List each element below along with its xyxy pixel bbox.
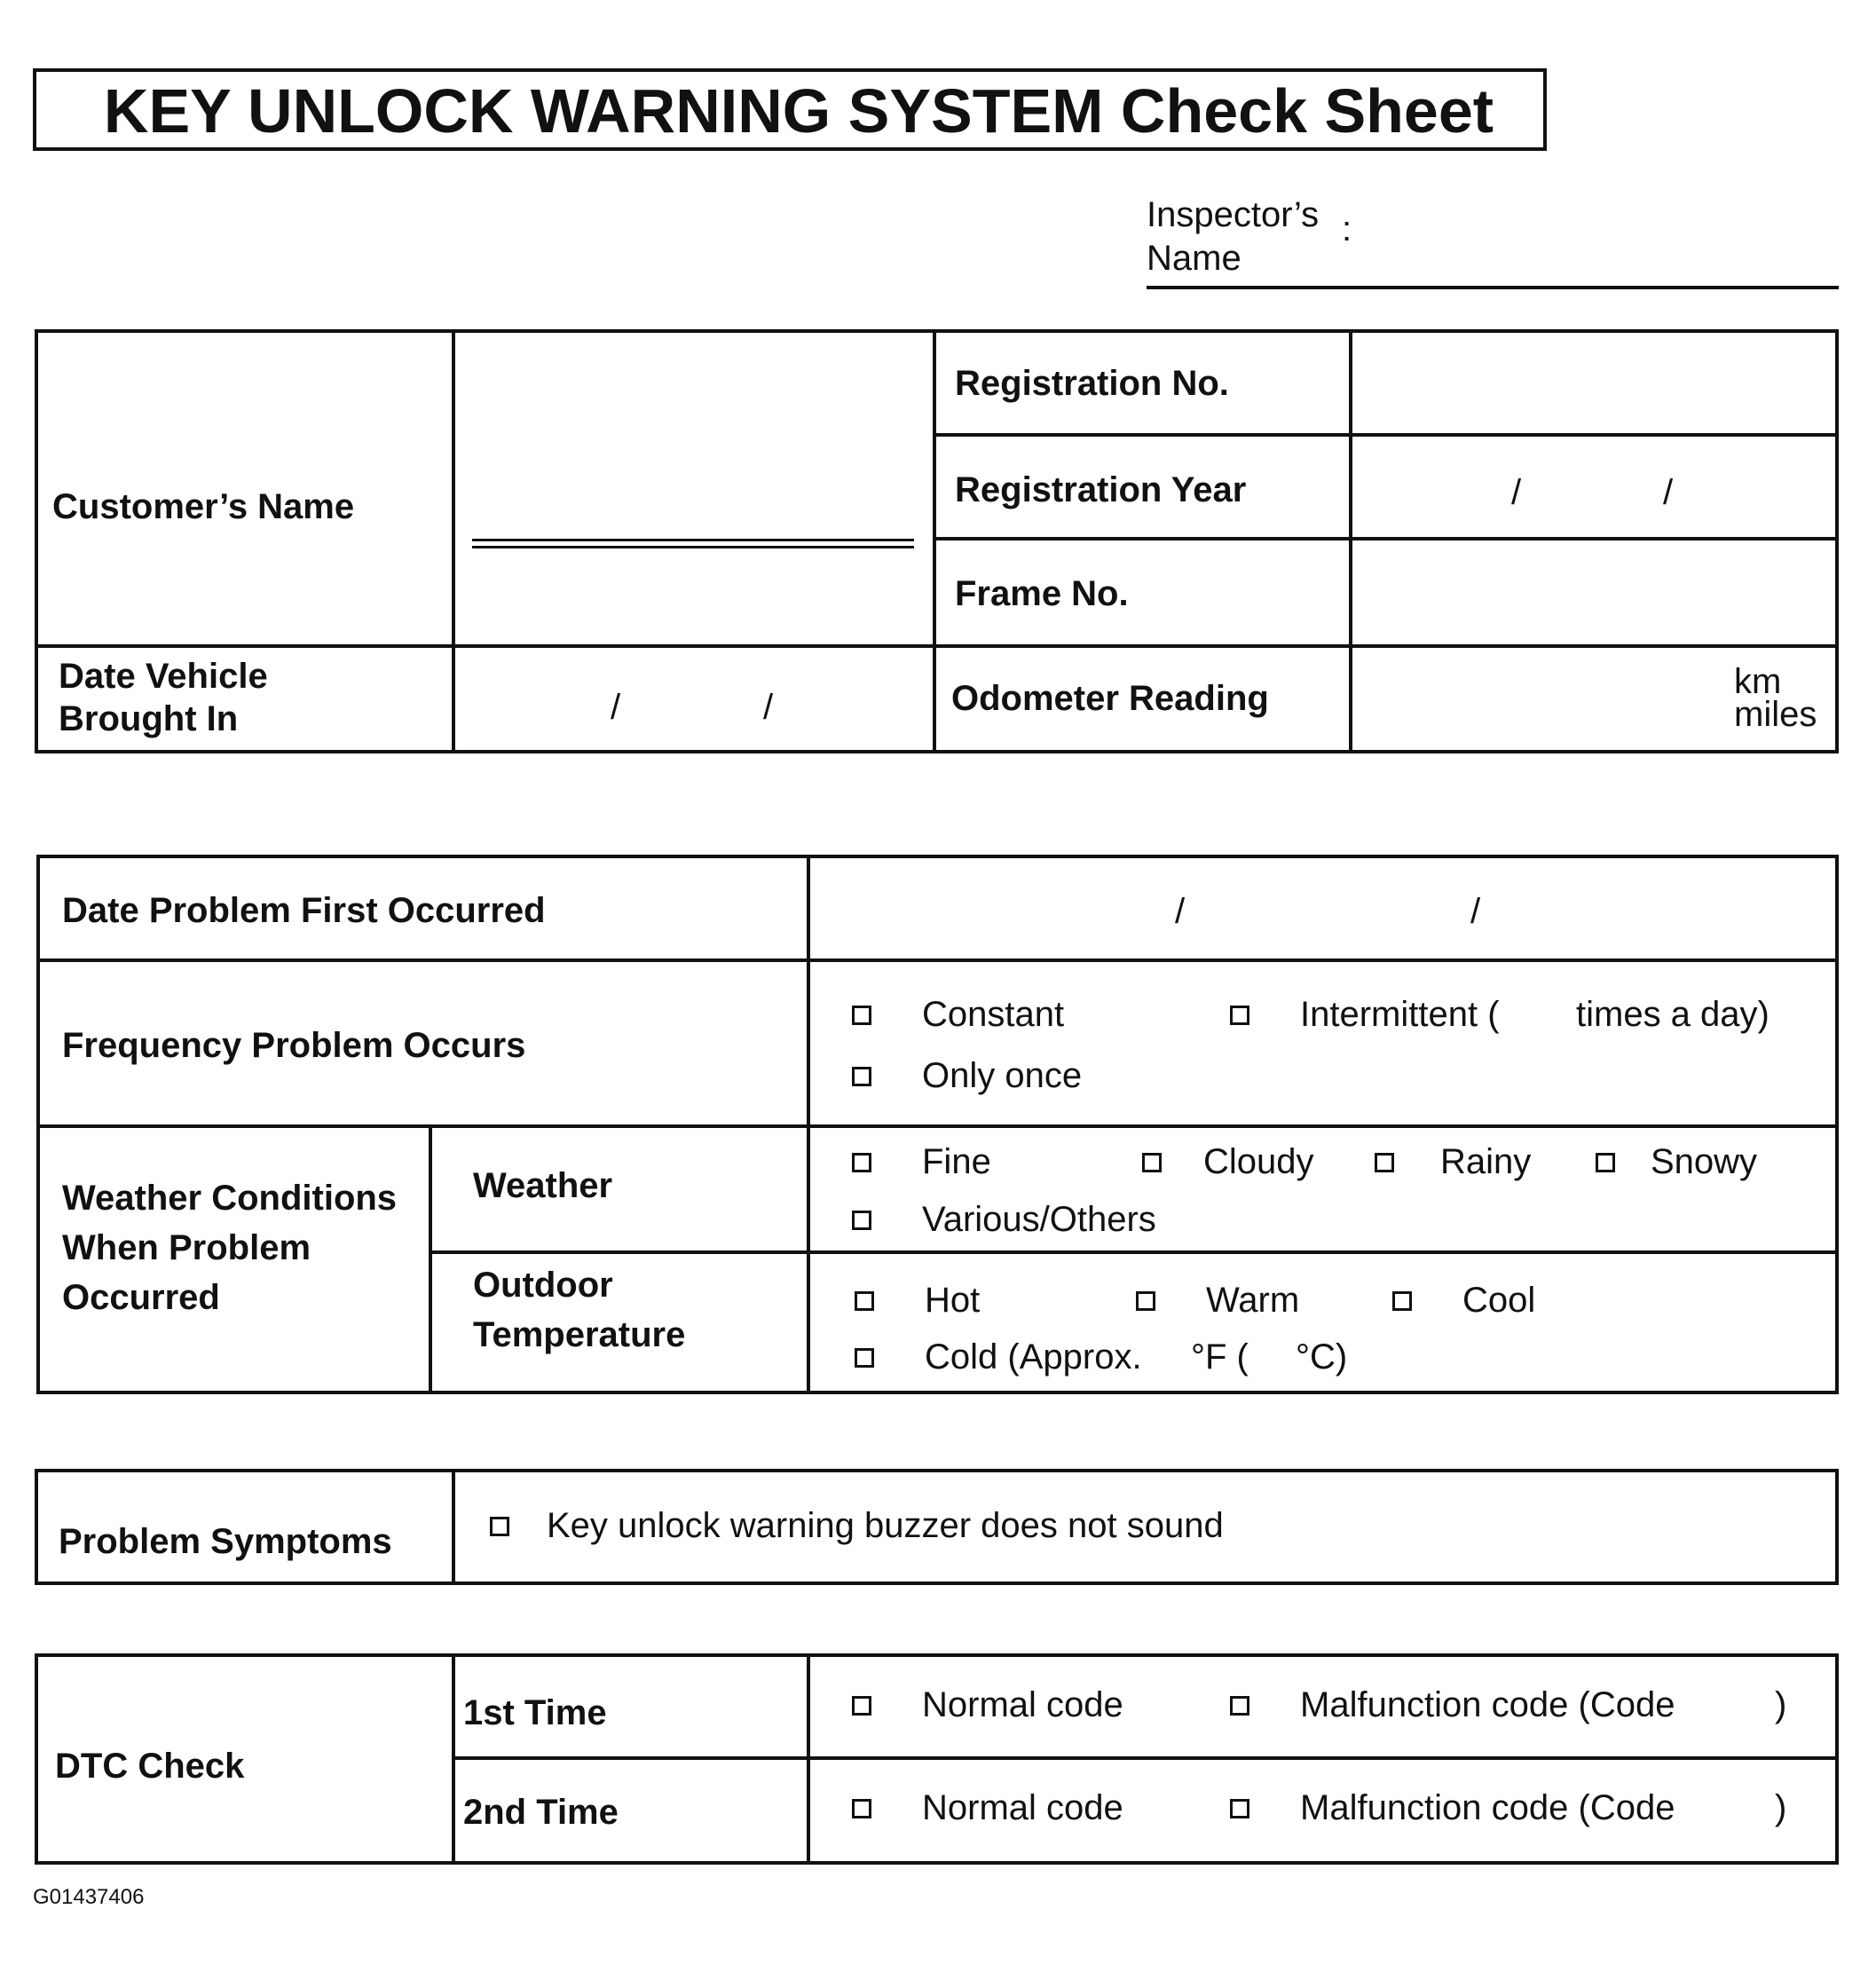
odometer-unit-km: km <box>1734 662 1782 701</box>
snowy-checkbox[interactable] <box>1596 1153 1615 1172</box>
registration-year-label: Registration Year <box>955 470 1247 509</box>
rainy-checkbox[interactable] <box>1375 1153 1394 1172</box>
date-problem-slash-1: / <box>1175 892 1186 931</box>
first-malfunction-code-checkbox[interactable] <box>1230 1696 1249 1716</box>
dtc-first-time-label: 1st Time <box>463 1693 607 1732</box>
hot-checkbox[interactable] <box>855 1291 874 1311</box>
weather-conditions-label <box>62 1173 397 1322</box>
second-malfunction-close-paren: ) <box>1775 1788 1787 1827</box>
weather-conditions-line3: Occurred <box>62 1278 220 1317</box>
date-brought-in-slash-2: / <box>763 688 774 727</box>
figure-code: G01437406 <box>33 1885 145 1909</box>
page-title: KEY UNLOCK WARNING SYSTEM Check Sheet <box>103 76 1494 146</box>
frame-no-field[interactable] <box>1352 540 1835 643</box>
inspector-name-field[interactable] <box>1147 286 1839 289</box>
only-once-checkbox[interactable] <box>852 1067 871 1086</box>
registration-year-slash-1: / <box>1511 473 1522 512</box>
registration-no-label: Registration No. <box>955 364 1229 403</box>
date-problem-slash-2: / <box>1470 892 1481 931</box>
date-brought-in-line1: Date Vehicle <box>59 657 268 696</box>
cloudy-checkbox[interactable] <box>1142 1153 1162 1172</box>
weather-label: Weather <box>473 1166 613 1205</box>
times-a-day-text: times a day) <box>1576 995 1770 1034</box>
constant-checkbox[interactable] <box>852 1006 871 1025</box>
second-normal-code-option: Normal code <box>922 1788 1123 1827</box>
warm-checkbox[interactable] <box>1136 1291 1155 1311</box>
fine-option: Fine <box>922 1142 991 1181</box>
outdoor-temperature-line1: Outdoor <box>473 1266 613 1305</box>
inspector-label-line1: Inspector’s <box>1147 195 1320 234</box>
hot-option: Hot <box>925 1281 981 1320</box>
cold-checkbox[interactable] <box>855 1348 874 1368</box>
first-normal-code-option: Normal code <box>922 1685 1123 1724</box>
dtc-second-time-label: 2nd Time <box>463 1793 619 1832</box>
weather-conditions-line1: Weather Conditions <box>62 1179 398 1218</box>
buzzer-symptom-checkbox[interactable] <box>490 1517 509 1536</box>
cool-checkbox[interactable] <box>1392 1291 1412 1311</box>
frequency-label: Frequency Problem Occurs <box>62 1026 526 1065</box>
first-malfunction-close-paren: ) <box>1775 1685 1787 1724</box>
rainy-option: Rainy <box>1440 1142 1532 1181</box>
various-option: Various/Others <box>922 1200 1156 1239</box>
warm-option: Warm <box>1206 1281 1300 1320</box>
date-brought-in-slash-1: / <box>611 688 621 727</box>
constant-option: Constant <box>922 995 1065 1034</box>
customer-name-label: Customer’s Name <box>52 487 355 526</box>
second-normal-code-checkbox[interactable] <box>852 1799 871 1818</box>
dtc-check-label: DTC Check <box>55 1747 245 1786</box>
first-normal-code-checkbox[interactable] <box>852 1696 871 1716</box>
second-malfunction-code-checkbox[interactable] <box>1230 1799 1249 1818</box>
first-malfunction-code-option: Malfunction code (Code <box>1300 1685 1675 1724</box>
problem-symptoms-label: Problem Symptoms <box>59 1522 392 1561</box>
intermittent-checkbox[interactable] <box>1230 1006 1249 1025</box>
odometer-label: Odometer Reading <box>951 679 1269 718</box>
frame-no-label: Frame No. <box>955 574 1129 613</box>
cool-option: Cool <box>1462 1281 1536 1320</box>
inspector-label <box>1147 193 1319 280</box>
outdoor-temperature-line2: Temperature <box>473 1315 686 1354</box>
cold-option: Cold (Approx. <box>925 1337 1142 1377</box>
date-problem-first-label: Date Problem First Occurred <box>62 891 546 930</box>
outdoor-temperature-label <box>473 1260 685 1360</box>
registration-no-field[interactable] <box>1352 333 1835 433</box>
fine-checkbox[interactable] <box>852 1153 871 1172</box>
snowy-option: Snowy <box>1651 1142 1758 1181</box>
various-checkbox[interactable] <box>852 1211 871 1230</box>
degree-c-text: °C) <box>1296 1337 1348 1377</box>
inspector-colon: : <box>1342 209 1352 248</box>
registration-year-slash-2: / <box>1663 473 1674 512</box>
customer-name-field[interactable] <box>472 539 914 548</box>
odometer-unit-miles: miles <box>1734 695 1817 734</box>
second-malfunction-code-option: Malfunction code (Code <box>1300 1788 1675 1827</box>
date-brought-in-line2: Brought In <box>59 699 239 738</box>
degree-f-text: °F ( <box>1191 1337 1249 1377</box>
date-brought-in-label <box>59 655 268 740</box>
only-once-option: Only once <box>922 1056 1083 1095</box>
cloudy-option: Cloudy <box>1203 1142 1314 1181</box>
intermittent-option: Intermittent ( <box>1300 995 1500 1034</box>
inspector-label-line2: Name <box>1147 239 1241 278</box>
buzzer-symptom-option: Key unlock warning buzzer does not sound <box>547 1506 1224 1545</box>
weather-conditions-line2: When Problem <box>62 1228 311 1267</box>
